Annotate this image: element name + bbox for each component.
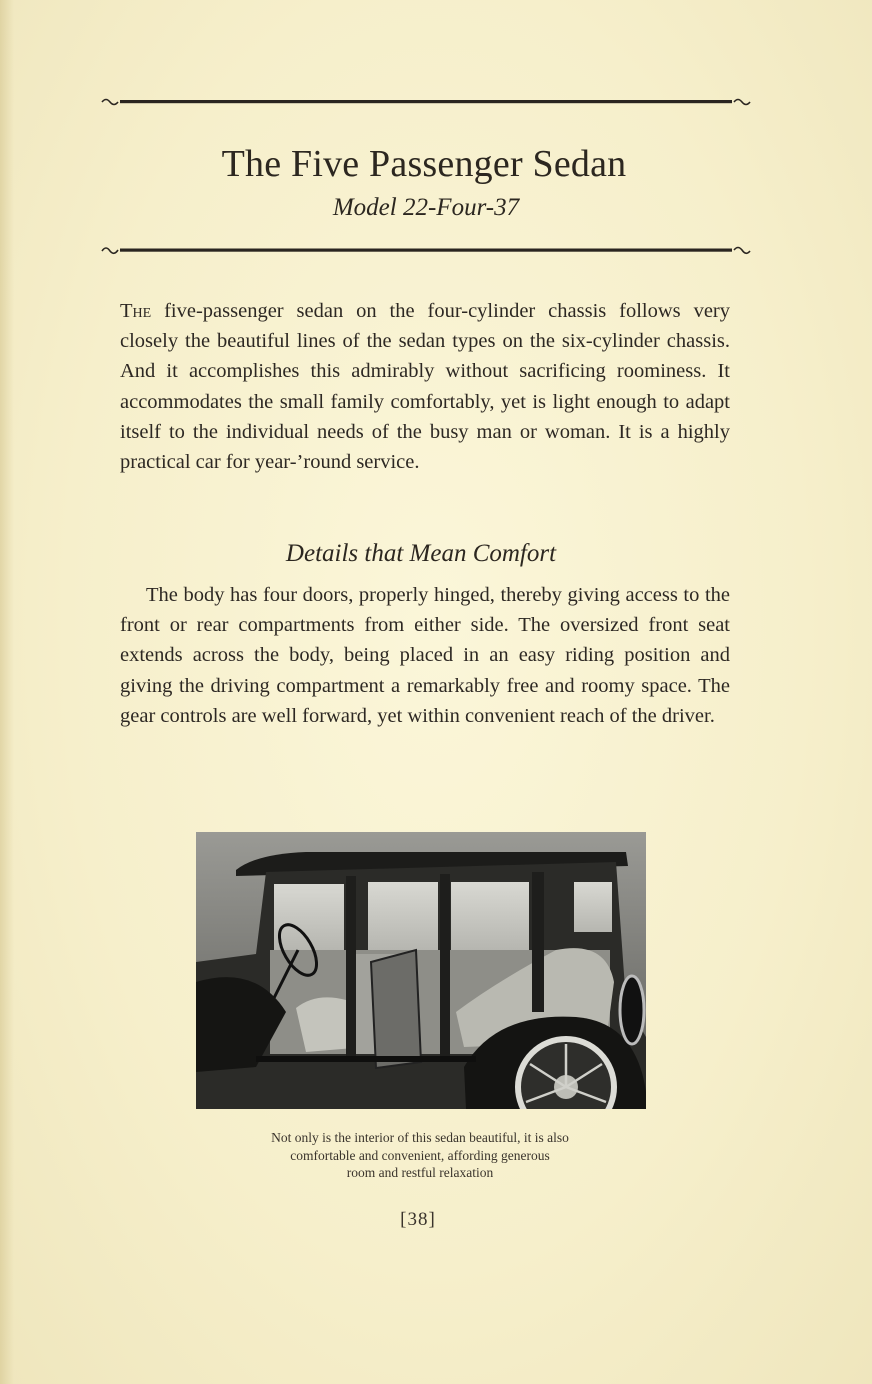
caption-line: comfortable and convenient, affording generous [290,1147,550,1163]
model-subtitle: Model 22-Four-37 [332,194,520,221]
intro-paragraph-text: five-passenger sedan on the four-cylinder chassis follows very closely the beautiful lines of the sedan types on the six-cylinder chassis. And it accomplishes this admirably without sacrificing roominess. It accommodates the small family comfortably, yet is light enough to adapt itself to the individual needs of the busy man or woman. It is a highly practical car for year-’round service. [120,300,730,474]
page-title: The Five Passenger Sedan [221,143,627,185]
photo-caption [180,1129,660,1182]
section-heading: Details that Mean Comfort [285,540,557,567]
caption-line: Not only is the interior of this sedan beautiful, it is also [271,1130,569,1145]
page-number: [38] [400,1209,436,1230]
top-ornamental-rule [100,97,752,107]
bottom-ornamental-rule [100,245,752,255]
sedan-interior-photo [196,832,646,1109]
details-paragraph: The body has four doors, properly hinged, thereby giving access to the front or rear compartments from either side. The oversized front seat extends across the body, being placed in an easy riding position and giving the driving compartment a remarkably free and roomy space. The gear controls are well forward, yet within convenient reach of the driver. [120,584,730,727]
caption-line: room and restful relaxation [346,1165,494,1180]
drop-lead-word: The [120,300,152,322]
intro-paragraph [120,296,730,477]
